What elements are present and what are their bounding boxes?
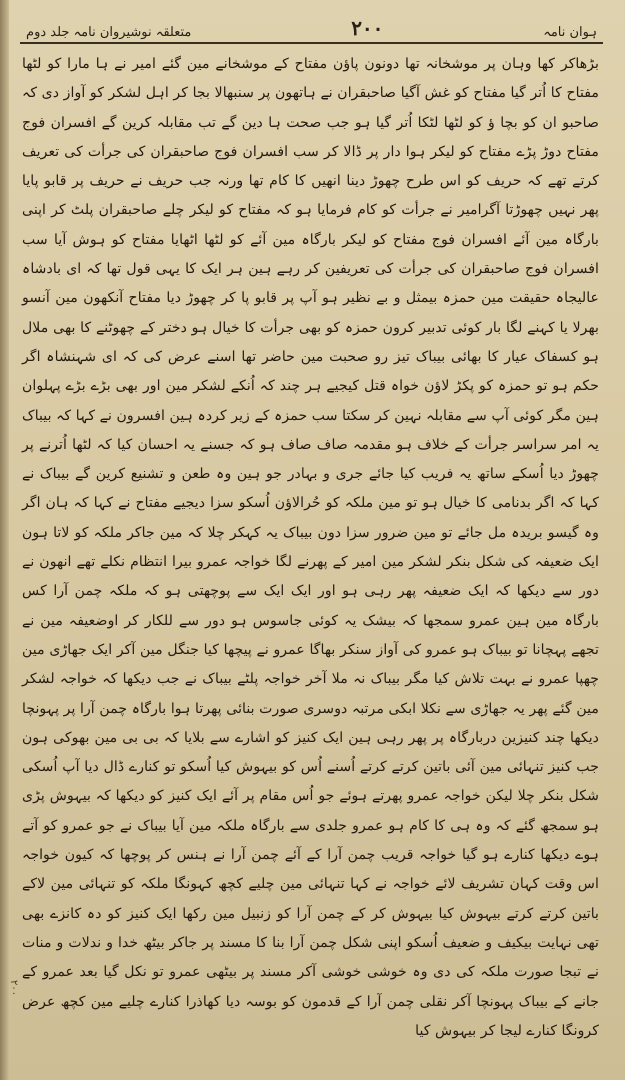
- header-rule: [20, 42, 603, 44]
- margin-note: ۲۰۰: [8, 980, 19, 997]
- page-header: [20, 12, 603, 40]
- header-left-title: متعلقہ نوشیروان نامہ جلد دوم: [26, 25, 192, 40]
- body-paragraph: بڑھاکر کھا وہان پر موشخانہ تھا دونون پاؤن مفتاح کے موشخانے مین گئے امیر نے ہا مارا کو لٹھا مفتاح کا اُتر گیا مفتاح کو غش آگیا صاحبقران نے ہاتھون پر سنبھالا بجا کر اہل لشکر کو آواز دی کہ صاحبو ان کو بچا ؤ کو لٹھا لٹکا اُتر گیا ہو جب صحت ہا دین گے تب مقابلہ کرین گے افسران فوج مفتاح دوڑ پڑے مفتاح کو لیکر ہوا دار پر ڈالا کر سب افسران فوج صاحبقران کی جرأت کی تعریف کرتے تھے کہ حریف کو اس طرح چھوڑ دینا انھیں کا کام تھا ورنہ جب حریف نے حریف پر قابو پایا پھر نہیں چھوڑتا آگرامیر نے جرأت کو کام فرمایا ہو کہ مفتاح کو لیکر چلے صاحبقران پلٹ کر اپنی بارگاہ مین آئے افسران فوج مفتاح کو لیکر بارگاہ مین آئے کو لٹھا اٹھایا مفتاح کو ہوش آیا سب افسران فوج صاحبقران کی جرأت کی تعریفین کر رہے ہین ہر ایک کا یہی قول تھا کہ ای بادشاہ عالیجاہ حقیقت مین حمزہ بیمثل و بے نظیر ہو آپ پر قابو پا کر چھوڑ دیا مفتاح آنکھون مین آنسو بھرلا یا کہنے لگا بار کوئی تدبیر کرون حمزہ کو بھی جرأت کا خیال ہو دختر کے چھوٹنے کا بھی ملال ہو کسفاک عیار کا بھائی بیباک تیز رو صحبت مین حاضر تھا اسنے عرض کی کہ ای شہنشاہ اگر حکم ہو تو حمزہ کو پکڑ لاؤن خواہ قتل کیجیے ہر چند کہ اُنکے لشکر مین اور بھی بڑے بڑے پہلوان ہین مگر کوئی آپ سے مقابلہ نہین کر سکتا سب حمزہ کے زیر کردہ ہین افسرون نے کہا کہ بیباک یہ امر سراسر جرأت کے خلاف ہو مقدمہ صاف صاف ہو کہ جسنے یہ احسان کیا کہ لٹھا اُترنے پر چھوڑ دیا اُسکے ساتھ یہ فریب کیا جائے جری و بہادر جو ہین وہ طعن و تشنیع کرین گے بیباک نے کہا کہ اگر بدنامی کا خیال ہو تو مین ملکہ کو حُرالاؤن اُسکو سزا دیجیے مفتاح نے کہا کہ ہان اگر وہ گیسو بریدہ مل جائے تو مین ضرور سزا دون بیباک یہ کہکر چلا کہ مین جاکر ملکہ کو لاتا ہون ایک ضعیفہ کی شکل بنکر لشکر مین امیر کے پھرنے لگا خواجہ عمرو بیرا انتظام نکلے تھے انھون نے دور سے دیکھا کہ ایک ضعیفہ پھر رہی ہو اور ایک ایک سے پوچھتی ہو کہ ملکہ چمن آرا کس بارگاہ مین ہین عمرو سمجھا کہ بیشک یہ کوئی جاسوس ہو دور سے للکار کر اوضعیفہ مین نے تجھے پہچانا تو بیباک ہو عمرو کی آواز سنکر بھاگا عمرو نے پیچھا کیا جنگل مین آکر ایک جھاڑی مین چھپا عمرو نے بہت تلاش کیا مگر بیباک نہ ملا آخر خواجہ پلٹے بیباک نے جب دیکھا کہ خواجہ لشکر مین گئے پھر یہ جھاڑی سے نکلا ابکی مرتبہ دوسری صورت بنائی پھرتا ہوا بارگاہ چمن آرا پر پہونچا دیکھا چند کنیزین دربارگاہ پر پھر رہی ہین ایک کنیز کو اشارے سے بلایا کہ بی بی مین بھوکی ہون جب کنیز تنہائی مین آئی باتین کرتے کرتے اُسنے اُس کو بیہوش کیا اُسکو تو کنارے ڈال دیا آپ اُسکی شکل بنکر چلا لیکن خواجہ عمرو پھرتے ہوئے جو اُس مقام پر آئے ایک کنیز کو دیکھا کہ بیہوش پڑی ہو سمجھ گئے کہ وہ ہی کا کام ہو عمرو جلدی سے بارگاہ ملکہ مین آیا بیباک نے جو عمرو کو آتے ہوے دیکھا کنارے ہو گیا خواجہ قریب چمن آرا کے آئے چمن آرا نے ہنس کر پوچھا کہ کیون خواجہ اس وقت کہان تشریف لائے خواجہ نے کہا تنہائی مین چلیے کچھ کہونگا ملکہ کو تنہائی مین لاکے باتین کرتے کرتے بیہوش کیا بیہوش کر کے چمن آرا کو زنبیل مین رکھا ایک کنیز کو دہ کانزے بھی تھی نہایت بیکیف و ضعیف اُسکو اپنی شکل چمن آرا بنا کا مسند پر جاکر بیٹھ خدا و ندلات و منات نے تبجا صورت ملکہ کی دی وہ خوشی خوشی آکر مسند پر بیٹھی عمرو تو نکل گیا بعد عمرو کے جانے کے بیباک پہونچا آکر نقلی چمن آرا کے قدمون کو بوسہ دیا کھاذرا کنارے چلیے مین کچھ عرض کرونگا کنارے لیجا کر بیہوش کیا: [22, 56, 599, 1039]
- page-number: ۲۰۰: [351, 16, 384, 40]
- page-binding-edge: [0, 0, 9, 1080]
- header-right-title: ہوان نامہ: [543, 25, 597, 40]
- page-body-text: [20, 50, 603, 1050]
